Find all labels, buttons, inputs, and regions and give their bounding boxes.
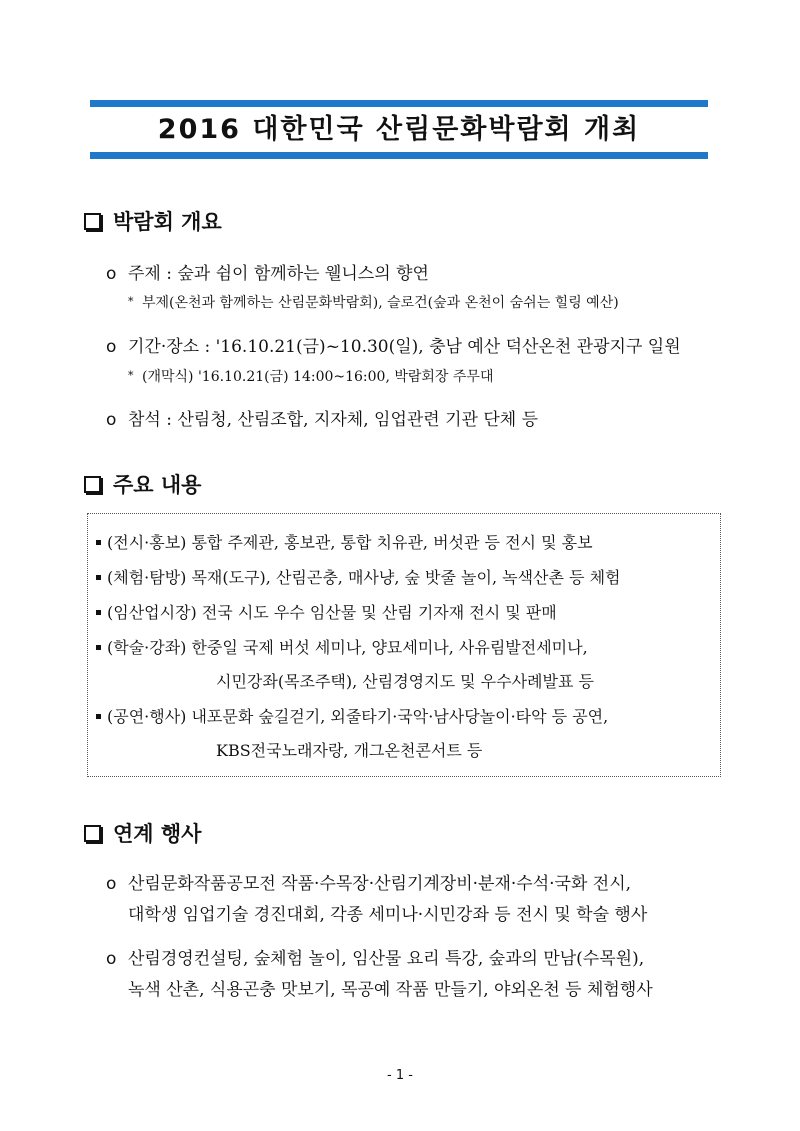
overview-theme-sub <box>128 290 619 315</box>
bullet-o: o <box>106 949 117 969</box>
title-bar-bottom <box>90 152 708 159</box>
square-bullet-icon <box>96 645 101 650</box>
checkbox-icon <box>84 213 101 230</box>
overview-period-sub-text: (개막식) '16.10.21(금) 14:00~16:00, 박람회장 주무대 <box>142 369 494 385</box>
overview-theme-sub-text: 부제(온천과 함께하는 산림문화박람회), 슬로건(숲과 온천이 숨쉬는 힐링 예산) <box>142 295 619 311</box>
section-heading-label: 박람회 개요 <box>113 210 222 234</box>
section-heading-label: 연계 행사 <box>113 822 202 846</box>
square-bullet-icon <box>96 714 101 719</box>
main-contents-item: (임산업시장) 전국 시도 우수 임산물 및 산림 기자재 전시 및 판매 <box>96 602 557 624</box>
overview-participants <box>106 408 538 432</box>
bullet-o: o <box>106 337 117 357</box>
title-bar-top <box>90 100 708 107</box>
events-item-1-continued: 대학생 임업기술 경진대회, 각종 세미나·시민강좌 등 전시 및 학술 행사 <box>128 905 648 925</box>
document-title: 2016 대한민국 산림문화박람회 개최 <box>157 114 641 145</box>
checkbox-icon <box>84 825 101 842</box>
section-heading-events <box>84 818 201 848</box>
overview-period <box>106 335 681 359</box>
square-bullet-icon <box>96 610 101 615</box>
bullet-o: o <box>106 410 117 430</box>
overview-theme-text: 주제 : 숲과 쉼이 함께하는 웰니스의 향연 <box>128 264 429 284</box>
main-contents-item-continued: 시민강좌(목조주택), 산림경영지도 및 우수사례발표 등 <box>216 672 594 691</box>
bullet-o: o <box>106 874 117 894</box>
bullet-star: * <box>128 295 134 308</box>
main-contents-item-continued: KBS전국노래자랑, 개그온천콘서트 등 <box>216 741 483 760</box>
overview-period-sub <box>128 364 493 389</box>
events-item-1: o 산림문화작품공모전 작품·수목장·산림기계장비·분재·수석·국화 전시, <box>106 874 632 894</box>
main-contents-item: (학술·강좌) 한중일 국제 버섯 세미나, 양묘세미나, 사유림발전세미나, <box>96 637 588 659</box>
main-contents-item: (체험·탐방) 목재(도구), 산림곤충, 매사냥, 숲 밧줄 놀이, 녹색산촌 등 체험 <box>96 567 621 589</box>
checkbox-icon <box>84 476 101 493</box>
overview-participants-text: 참석 : 산림청, 산림조합, 지자체, 임업관련 기관 단체 등 <box>128 410 539 430</box>
bullet-star: * <box>128 369 134 382</box>
overview-period-text: 기간·장소 : '16.10.21(금)~10.30(일), 충남 예산 덕산온천 관광지구 일원 <box>128 337 681 357</box>
section-heading-main-contents <box>84 469 201 499</box>
overview-theme <box>106 262 429 286</box>
section-heading-overview <box>84 206 222 236</box>
section-heading-label: 주요 내용 <box>113 473 202 497</box>
events-item-2-continued: 녹색 산촌, 식용곤충 맛보기, 목공예 작품 만들기, 야외온천 등 체험행사 <box>128 980 653 1000</box>
main-contents-item: (전시·홍보) 통합 주제관, 홍보관, 통합 치유관, 버섯관 등 전시 및 홍보 <box>96 532 593 554</box>
bullet-o: o <box>106 264 117 284</box>
events-item-2: o 산림경영컨설팅, 숲체험 놀이, 임산물 요리 특강, 숲과의 만남(수목원), <box>106 949 645 969</box>
page-number: - 1 - <box>387 1068 413 1083</box>
square-bullet-icon <box>96 575 101 580</box>
square-bullet-icon <box>96 540 101 545</box>
main-contents-item: (공연·행사) 내포문화 숲길걷기, 외줄타기·국악·남사당놀이·타악 등 공연, <box>96 706 608 728</box>
